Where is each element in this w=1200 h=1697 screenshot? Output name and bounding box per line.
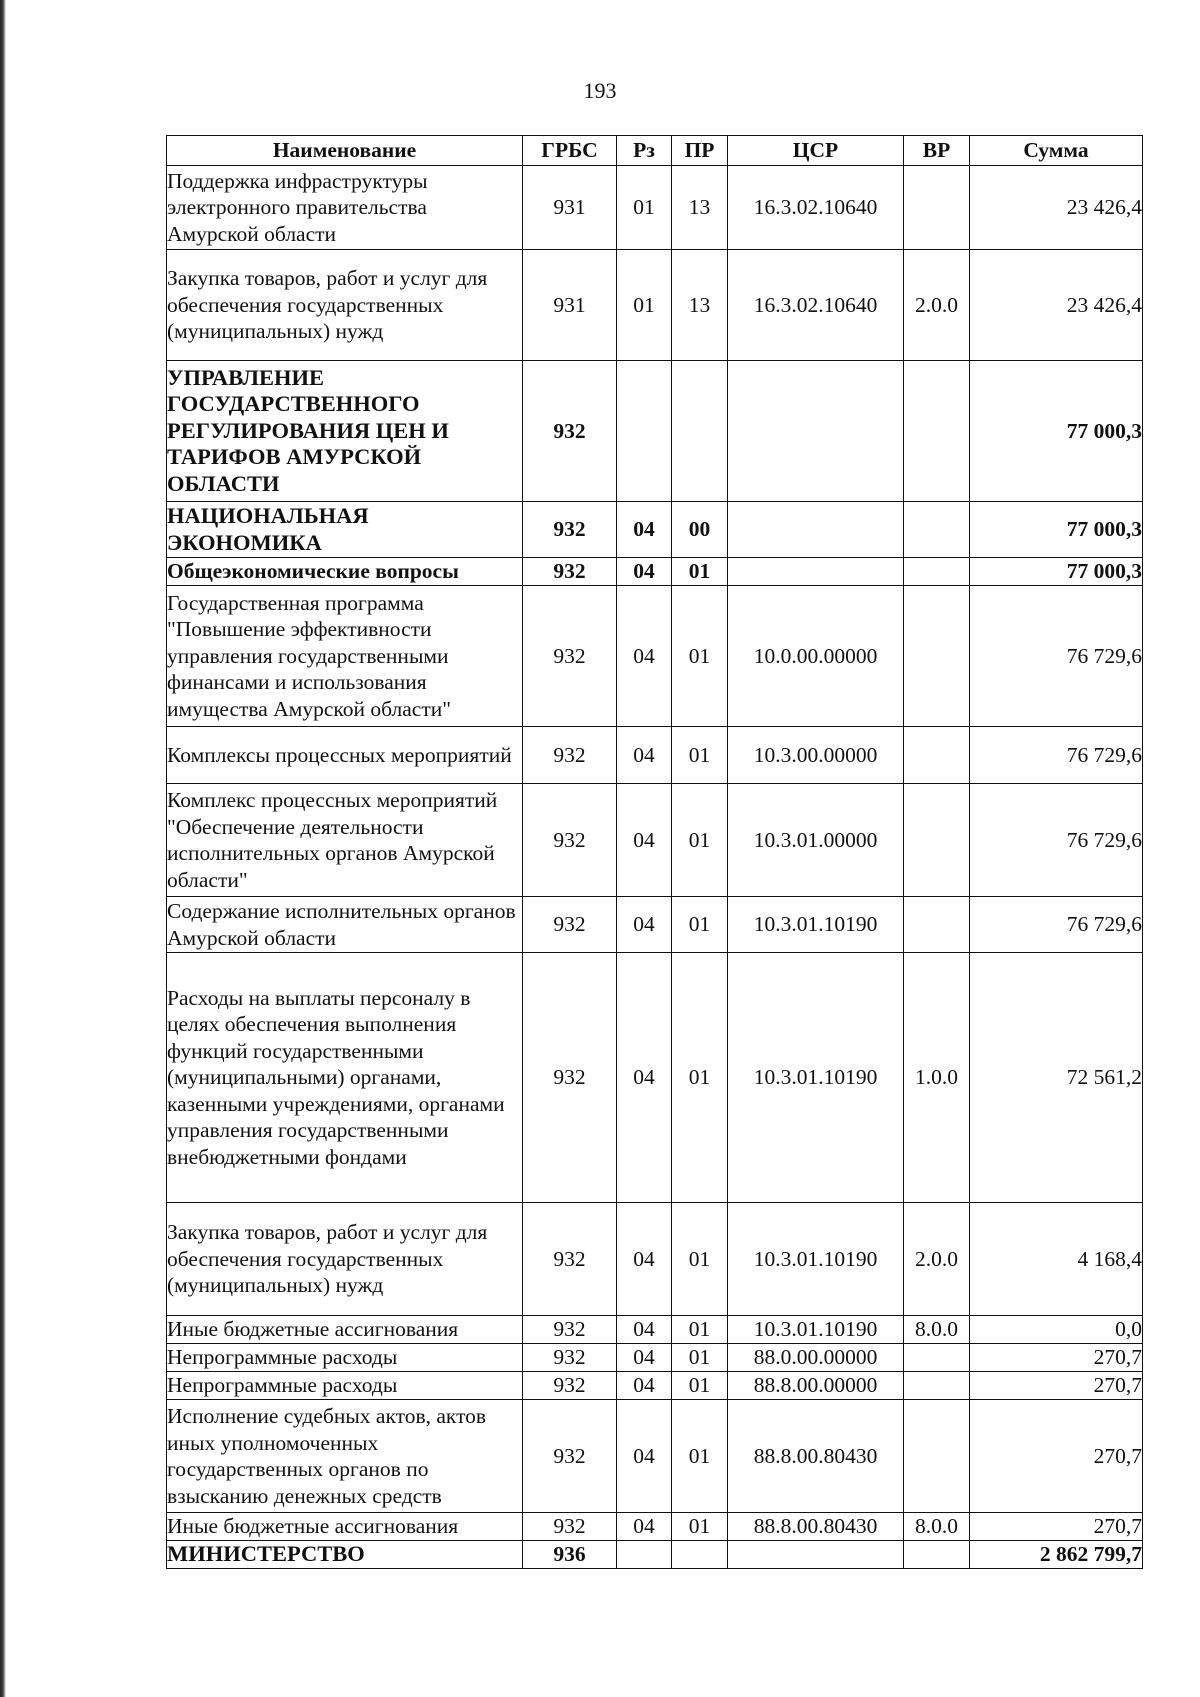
cell-name: Исполнение судебных актов, актов иных уполномоченных государственных органов по взысканию денежных средств bbox=[167, 1400, 523, 1513]
cell-pr: 01 bbox=[672, 953, 728, 1203]
cell-grbs: 932 bbox=[523, 1316, 617, 1344]
cell-sum: 77 000,3 bbox=[970, 361, 1143, 502]
cell-pr: 01 bbox=[672, 1513, 728, 1541]
cell-pr: 01 bbox=[672, 727, 728, 784]
cell-csr: 88.8.00.00000 bbox=[728, 1372, 904, 1400]
cell-vr bbox=[904, 1372, 970, 1400]
header-name: Наименование bbox=[167, 136, 523, 166]
table-row bbox=[167, 1372, 1143, 1400]
cell-vr bbox=[904, 1541, 970, 1569]
cell-name: Поддержка инфраструктуры электронного правительства Амурской области bbox=[167, 166, 523, 250]
cell-name: НАЦИОНАЛЬНАЯ ЭКОНОМИКА bbox=[167, 502, 523, 558]
table-row bbox=[167, 1541, 1143, 1569]
cell-name: Комплексы процессных мероприятий bbox=[167, 727, 523, 784]
cell-grbs: 932 bbox=[523, 784, 617, 897]
cell-grbs: 932 bbox=[523, 1400, 617, 1513]
table-row bbox=[167, 1344, 1143, 1372]
cell-pr: 01 bbox=[672, 1372, 728, 1400]
cell-rz bbox=[617, 1541, 672, 1569]
cell-sum: 23 426,4 bbox=[970, 250, 1143, 361]
cell-vr bbox=[904, 586, 970, 727]
cell-rz: 04 bbox=[617, 784, 672, 897]
cell-sum: 72 561,2 bbox=[970, 953, 1143, 1203]
cell-grbs: 936 bbox=[523, 1541, 617, 1569]
cell-vr bbox=[904, 784, 970, 897]
cell-rz: 04 bbox=[617, 727, 672, 784]
cell-grbs: 932 bbox=[523, 1513, 617, 1541]
table-row bbox=[167, 1316, 1143, 1344]
cell-csr bbox=[728, 558, 904, 586]
cell-csr: 88.8.00.80430 bbox=[728, 1513, 904, 1541]
cell-pr: 01 bbox=[672, 1316, 728, 1344]
cell-sum: 4 168,4 bbox=[970, 1203, 1143, 1316]
cell-rz: 04 bbox=[617, 897, 672, 953]
cell-vr bbox=[904, 1400, 970, 1513]
cell-pr: 01 bbox=[672, 784, 728, 897]
cell-sum: 270,7 bbox=[970, 1344, 1143, 1372]
table-row bbox=[167, 361, 1143, 502]
cell-sum: 76 729,6 bbox=[970, 586, 1143, 727]
cell-grbs: 932 bbox=[523, 586, 617, 727]
cell-name: Закупка товаров, работ и услуг для обеспечения государственных (муниципальных) нужд bbox=[167, 250, 523, 361]
cell-pr: 01 bbox=[672, 897, 728, 953]
header-pr: ПР bbox=[672, 136, 728, 166]
table-header-row bbox=[167, 136, 1143, 166]
cell-sum: 0,0 bbox=[970, 1316, 1143, 1344]
table-row bbox=[167, 1513, 1143, 1541]
cell-csr: 88.0.00.00000 bbox=[728, 1344, 904, 1372]
header-vr: ВР bbox=[904, 136, 970, 166]
cell-name: Иные бюджетные ассигнования bbox=[167, 1316, 523, 1344]
cell-name: Иные бюджетные ассигнования bbox=[167, 1513, 523, 1541]
cell-name: УПРАВЛЕНИЕ ГОСУДАРСТВЕННОГО РЕГУЛИРОВАНИЯ ЦЕН И ТАРИФОВ АМУРСКОЙ ОБЛАСТИ bbox=[167, 361, 523, 502]
header-csr: ЦСР bbox=[728, 136, 904, 166]
cell-vr: 2.0.0 bbox=[904, 1203, 970, 1316]
table-row bbox=[167, 1400, 1143, 1513]
cell-pr bbox=[672, 1541, 728, 1569]
table-row bbox=[167, 558, 1143, 586]
cell-grbs: 931 bbox=[523, 250, 617, 361]
header-rz: Рз bbox=[617, 136, 672, 166]
header-grbs: ГРБС bbox=[523, 136, 617, 166]
cell-csr: 88.8.00.80430 bbox=[728, 1400, 904, 1513]
cell-name: Содержание исполнительных органов Амурской области bbox=[167, 897, 523, 953]
cell-vr bbox=[904, 1344, 970, 1372]
cell-grbs: 931 bbox=[523, 166, 617, 250]
cell-csr bbox=[728, 502, 904, 558]
cell-sum: 2 862 799,7 bbox=[970, 1541, 1143, 1569]
cell-sum: 23 426,4 bbox=[970, 166, 1143, 250]
cell-rz: 04 bbox=[617, 558, 672, 586]
cell-vr bbox=[904, 897, 970, 953]
cell-csr: 10.3.00.00000 bbox=[728, 727, 904, 784]
cell-rz: 04 bbox=[617, 1372, 672, 1400]
scan-edge bbox=[0, 0, 6, 1697]
table-row bbox=[167, 1203, 1143, 1316]
cell-sum: 76 729,6 bbox=[970, 897, 1143, 953]
cell-rz: 04 bbox=[617, 953, 672, 1203]
cell-pr: 00 bbox=[672, 502, 728, 558]
cell-grbs: 932 bbox=[523, 1344, 617, 1372]
cell-sum: 76 729,6 bbox=[970, 727, 1143, 784]
cell-csr: 16.3.02.10640 bbox=[728, 250, 904, 361]
table-row bbox=[167, 586, 1143, 727]
cell-rz bbox=[617, 361, 672, 502]
cell-csr bbox=[728, 361, 904, 502]
cell-rz: 04 bbox=[617, 1203, 672, 1316]
table-row bbox=[167, 727, 1143, 784]
cell-sum: 77 000,3 bbox=[970, 502, 1143, 558]
table-row bbox=[167, 502, 1143, 558]
cell-vr bbox=[904, 558, 970, 586]
cell-rz: 01 bbox=[617, 250, 672, 361]
cell-pr: 01 bbox=[672, 1344, 728, 1372]
cell-csr: 10.3.01.10190 bbox=[728, 953, 904, 1203]
cell-sum: 76 729,6 bbox=[970, 784, 1143, 897]
cell-csr: 10.3.01.10190 bbox=[728, 1203, 904, 1316]
cell-name: Закупка товаров, работ и услуг для обеспечения государственных (муниципальных) нужд bbox=[167, 1203, 523, 1316]
cell-rz: 01 bbox=[617, 166, 672, 250]
cell-vr bbox=[904, 166, 970, 250]
cell-vr bbox=[904, 727, 970, 784]
cell-grbs: 932 bbox=[523, 502, 617, 558]
cell-grbs: 932 bbox=[523, 558, 617, 586]
cell-grbs: 932 bbox=[523, 953, 617, 1203]
cell-grbs: 932 bbox=[523, 897, 617, 953]
cell-grbs: 932 bbox=[523, 1203, 617, 1316]
cell-pr: 01 bbox=[672, 586, 728, 727]
cell-grbs: 932 bbox=[523, 1372, 617, 1400]
cell-rz: 04 bbox=[617, 586, 672, 727]
cell-vr: 8.0.0 bbox=[904, 1316, 970, 1344]
cell-csr: 10.3.01.10190 bbox=[728, 1316, 904, 1344]
cell-sum: 270,7 bbox=[970, 1513, 1143, 1541]
cell-pr: 13 bbox=[672, 250, 728, 361]
cell-rz: 04 bbox=[617, 1316, 672, 1344]
cell-sum: 270,7 bbox=[970, 1372, 1143, 1400]
cell-vr: 8.0.0 bbox=[904, 1513, 970, 1541]
cell-vr: 1.0.0 bbox=[904, 953, 970, 1203]
page-number: 193 bbox=[583, 78, 617, 103]
cell-name: Непрограммные расходы bbox=[167, 1372, 523, 1400]
cell-grbs: 932 bbox=[523, 727, 617, 784]
cell-pr: 13 bbox=[672, 166, 728, 250]
budget-table bbox=[166, 135, 1143, 1569]
cell-name: Расходы на выплаты персоналу в целях обеспечения выполнения функций государственными (муниципальными) органами, казенными учреждениями, органами управления государственными внебюджетными фондами bbox=[167, 953, 523, 1203]
cell-name: Комплекс процессных мероприятий "Обеспечение деятельности исполнительных органов Амурской области" bbox=[167, 784, 523, 897]
table-row bbox=[167, 250, 1143, 361]
cell-name: Государственная программа "Повышение эффективности управления государственными финансами и использования имущества Амурской области" bbox=[167, 586, 523, 727]
cell-csr: 10.3.01.00000 bbox=[728, 784, 904, 897]
cell-rz: 04 bbox=[617, 1400, 672, 1513]
table-row bbox=[167, 784, 1143, 897]
cell-vr bbox=[904, 502, 970, 558]
cell-rz: 04 bbox=[617, 1513, 672, 1541]
cell-vr bbox=[904, 361, 970, 502]
cell-sum: 270,7 bbox=[970, 1400, 1143, 1513]
cell-name: Общеэкономические вопросы bbox=[167, 558, 523, 586]
cell-pr: 01 bbox=[672, 1400, 728, 1513]
cell-csr bbox=[728, 1541, 904, 1569]
table-row bbox=[167, 897, 1143, 953]
header-sum: Сумма bbox=[970, 136, 1143, 166]
cell-rz: 04 bbox=[617, 1344, 672, 1372]
cell-pr: 01 bbox=[672, 558, 728, 586]
cell-csr: 10.3.01.10190 bbox=[728, 897, 904, 953]
cell-grbs: 932 bbox=[523, 361, 617, 502]
cell-name: МИНИСТЕРСТВО bbox=[167, 1541, 523, 1569]
cell-sum: 77 000,3 bbox=[970, 558, 1143, 586]
cell-csr: 10.0.00.00000 bbox=[728, 586, 904, 727]
cell-csr: 16.3.02.10640 bbox=[728, 166, 904, 250]
table-row bbox=[167, 953, 1143, 1203]
cell-rz: 04 bbox=[617, 502, 672, 558]
cell-pr bbox=[672, 361, 728, 502]
cell-name: Непрограммные расходы bbox=[167, 1344, 523, 1372]
table-row bbox=[167, 166, 1143, 250]
cell-vr: 2.0.0 bbox=[904, 250, 970, 361]
cell-pr: 01 bbox=[672, 1203, 728, 1316]
